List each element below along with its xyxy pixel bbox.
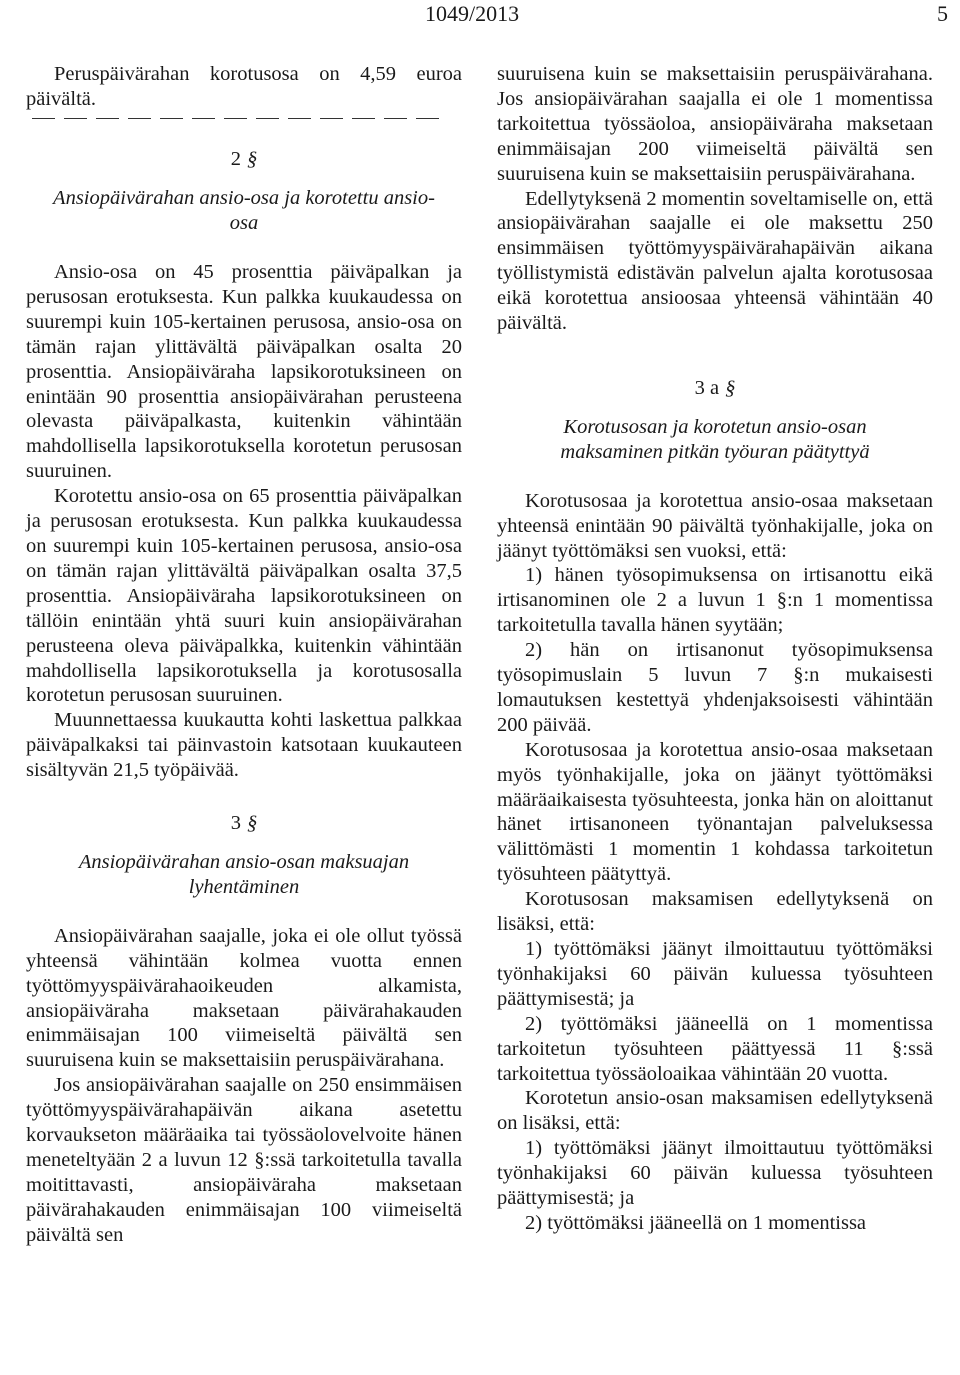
section-heading-3 (26, 811, 462, 836)
section-sign: § (247, 148, 258, 171)
list-item: 2) hän on irtisanonut työsopimuksensa työsopimuslain 5 luvun 7 §:n mukaisesti lomautuksen kestettyä yhdenjaksoisesti vähintään 200 päivää. (497, 639, 933, 736)
section-3-paragraph-3: Edellytyksenä 2 momentin soveltamiselle on, että ansiopäivärahan saajalle ei ole maksettu 250 ensimmäisen työttömyyspäivärahapäivän aikana työllistymistä edistävän palvelun ajalta korotusosaa eikä korotettua ansioosaa yhteensä vähintään 40 päivältä. (497, 187, 933, 335)
section-number: 2 (230, 148, 241, 171)
list-item: 1) työttömäksi jäänyt ilmoittautuu työttömäksi työnhakijaksi 60 päivän kuluessa työsuhteen päättymisestä; ja (497, 1137, 933, 1210)
section-2-paragraph-2: Korotettu ansio-osa on 65 prosenttia päiväpalkan ja perusosan erotuksesta. Kun palkka kuukaudessa on suurempi kuin 105-kertainen perusosa, ansio-osa on tämän rajan ylittävältä päiväpalkan osalta 37,5 prosenttia. Ansiopäiväraha lapsikorotuksineen on tällöin enintään yhtä suuri kuin ansiopäivärahan perusteena oleva päiväpalkka, kuitenkin vähintään mahdollisella lapsikorotuksella ja korotusosalla korotetun perusosan suuruinen. (26, 485, 462, 707)
omission-dashes (32, 118, 462, 120)
left-column (26, 62, 462, 1248)
section-3-paragraph-2: Jos ansiopäivärahan saajalle on 250 ensimmäisen työttömyyspäivärahapäivän aikana asetettu korvaukseton määräaika tai työssäolovelvoite hänen meneteltyään 2 a luvun 12 §:ssä tarkoitetulla tavalla moitittavasti, ansiopäiväraha maksetaan päivärahakauden enimmäisajan 100 viimeiseltä päivältä sen (26, 1074, 462, 1246)
section-heading-3a (497, 376, 933, 401)
statute-number: 1049/2013 (425, 1, 520, 26)
section-title-3a: Korotusosan ja korotetun ansio-osan maksaminen pitkän työuran päätyttyä (560, 415, 870, 463)
list-item: 2) työttömäksi jääneellä on 1 momentissa tarkoitetun työsuhteen päättyessä 11 §:ssä tarkoitettua työssäoloaikaa vähintään 20 vuotta. (497, 1012, 933, 1085)
section-3a-paragraph-4: Korotetun ansio-osan maksamisen edellytyksenä on lisäksi, että: (497, 1087, 933, 1135)
section-heading-2 (26, 147, 462, 172)
section-3a-paragraph-2: Korotusosaa ja korotettua ansio-osaa maksetaan myös työnhakijalle, joka on jäänyt työttömäksi määräaikaisesta työsuhteesta, jonka hän on aloittanut hänet irtisanoneen työnantajan palveluksessa välittömästi 1 momentin 1 kohdassa tarkoitetun työsuhteen päätyttyä. (497, 738, 933, 886)
section-3-continuation: suuruisena kuin se maksettaisiin peruspäivärahana. Jos ansiopäivärahan saajalla ei ole 1 momentissa tarkoitettua työssäoloa, ansiopäiväraha maksetaan enimmäisajan 200 viimeiseltä päivältä sen suuruisena kuin se maksettaisiin peruspäivärahana. (497, 63, 933, 185)
list-item: 1) työttömäksi jäänyt ilmoittautuu työttömäksi työnhakijaksi 60 päivän kuluessa työsuhteen päättymisestä; ja (497, 938, 933, 1010)
section-sign: § (247, 812, 258, 835)
list-item: 1) hänen työsopimuksensa on irtisanottu eikä irtisanominen ole 2 a luvun 1 §:n 1 momentissa tarkoitetulla tavalla hänen syytään; (497, 564, 933, 637)
section-number: 3 a (694, 376, 720, 399)
section-title-3: Ansiopäivärahan ansio-osan maksuajan lyhentäminen (78, 850, 410, 898)
list-item: 2) työttömäksi jääneellä on 1 momentissa (525, 1211, 867, 1234)
section-title-2: Ansiopäivärahan ansio-osa ja korotettu ansio-osa (53, 187, 435, 235)
section-3a-paragraph-1: Korotusosaa ja korotettua ansio-osaa maksetaan yhteensä enintään 90 päivältä työnhakijalle, joka on jäänyt työttömäksi sen vuoksi, että: (497, 489, 933, 562)
right-column (497, 62, 933, 1236)
section-3a-paragraph-3: Korotusosan maksamisen edellytyksenä on lisäksi, että: (497, 888, 933, 936)
section-number: 3 (230, 812, 241, 835)
page-number: 5 (937, 1, 948, 26)
section-3-paragraph-1: Ansiopäivärahan saajalle, joka ei ole ollut työssä yhteensä vähintään kolmea vuotta ennen työttömyyspäivärahaoikeuden alkamista, ansiopäiväraha maksetaan päivärahakauden enimmäisajan 100 viimeiseltä päivältä sen suuruisena kuin se maksettaisiin peruspäivärahana. (26, 924, 462, 1072)
section-sign: § (725, 376, 736, 399)
intro-paragraph: Peruspäivärahan korotusosa on 4,59 euroa päivältä. (26, 63, 462, 110)
section-2-paragraph-1: Ansio-osa on 45 prosenttia päiväpalkan ja perusosan erotuksesta. Kun palkka kuukaudessa on suurempi kuin 105-kertainen perusosa, ansio-osa on tämän rajan ylittävältä päiväpalkan osalta 20 prosenttia. Ansiopäiväraha lapsikorotuksineen on enintään 90 prosenttia ansiopäivärahan perusteena olevasta päiväpalkasta, kuitenkin vähintään mahdollisella lapsikorotuksella korotetun perusosan suuruinen. (26, 261, 462, 483)
section-2-paragraph-3: Muunnettaessa kuukautta kohti laskettua palkkaa päiväpalkaksi tai päinvastoin katsotaan kuukauteen sisältyvän 21,5 työpäivää. (26, 709, 462, 782)
